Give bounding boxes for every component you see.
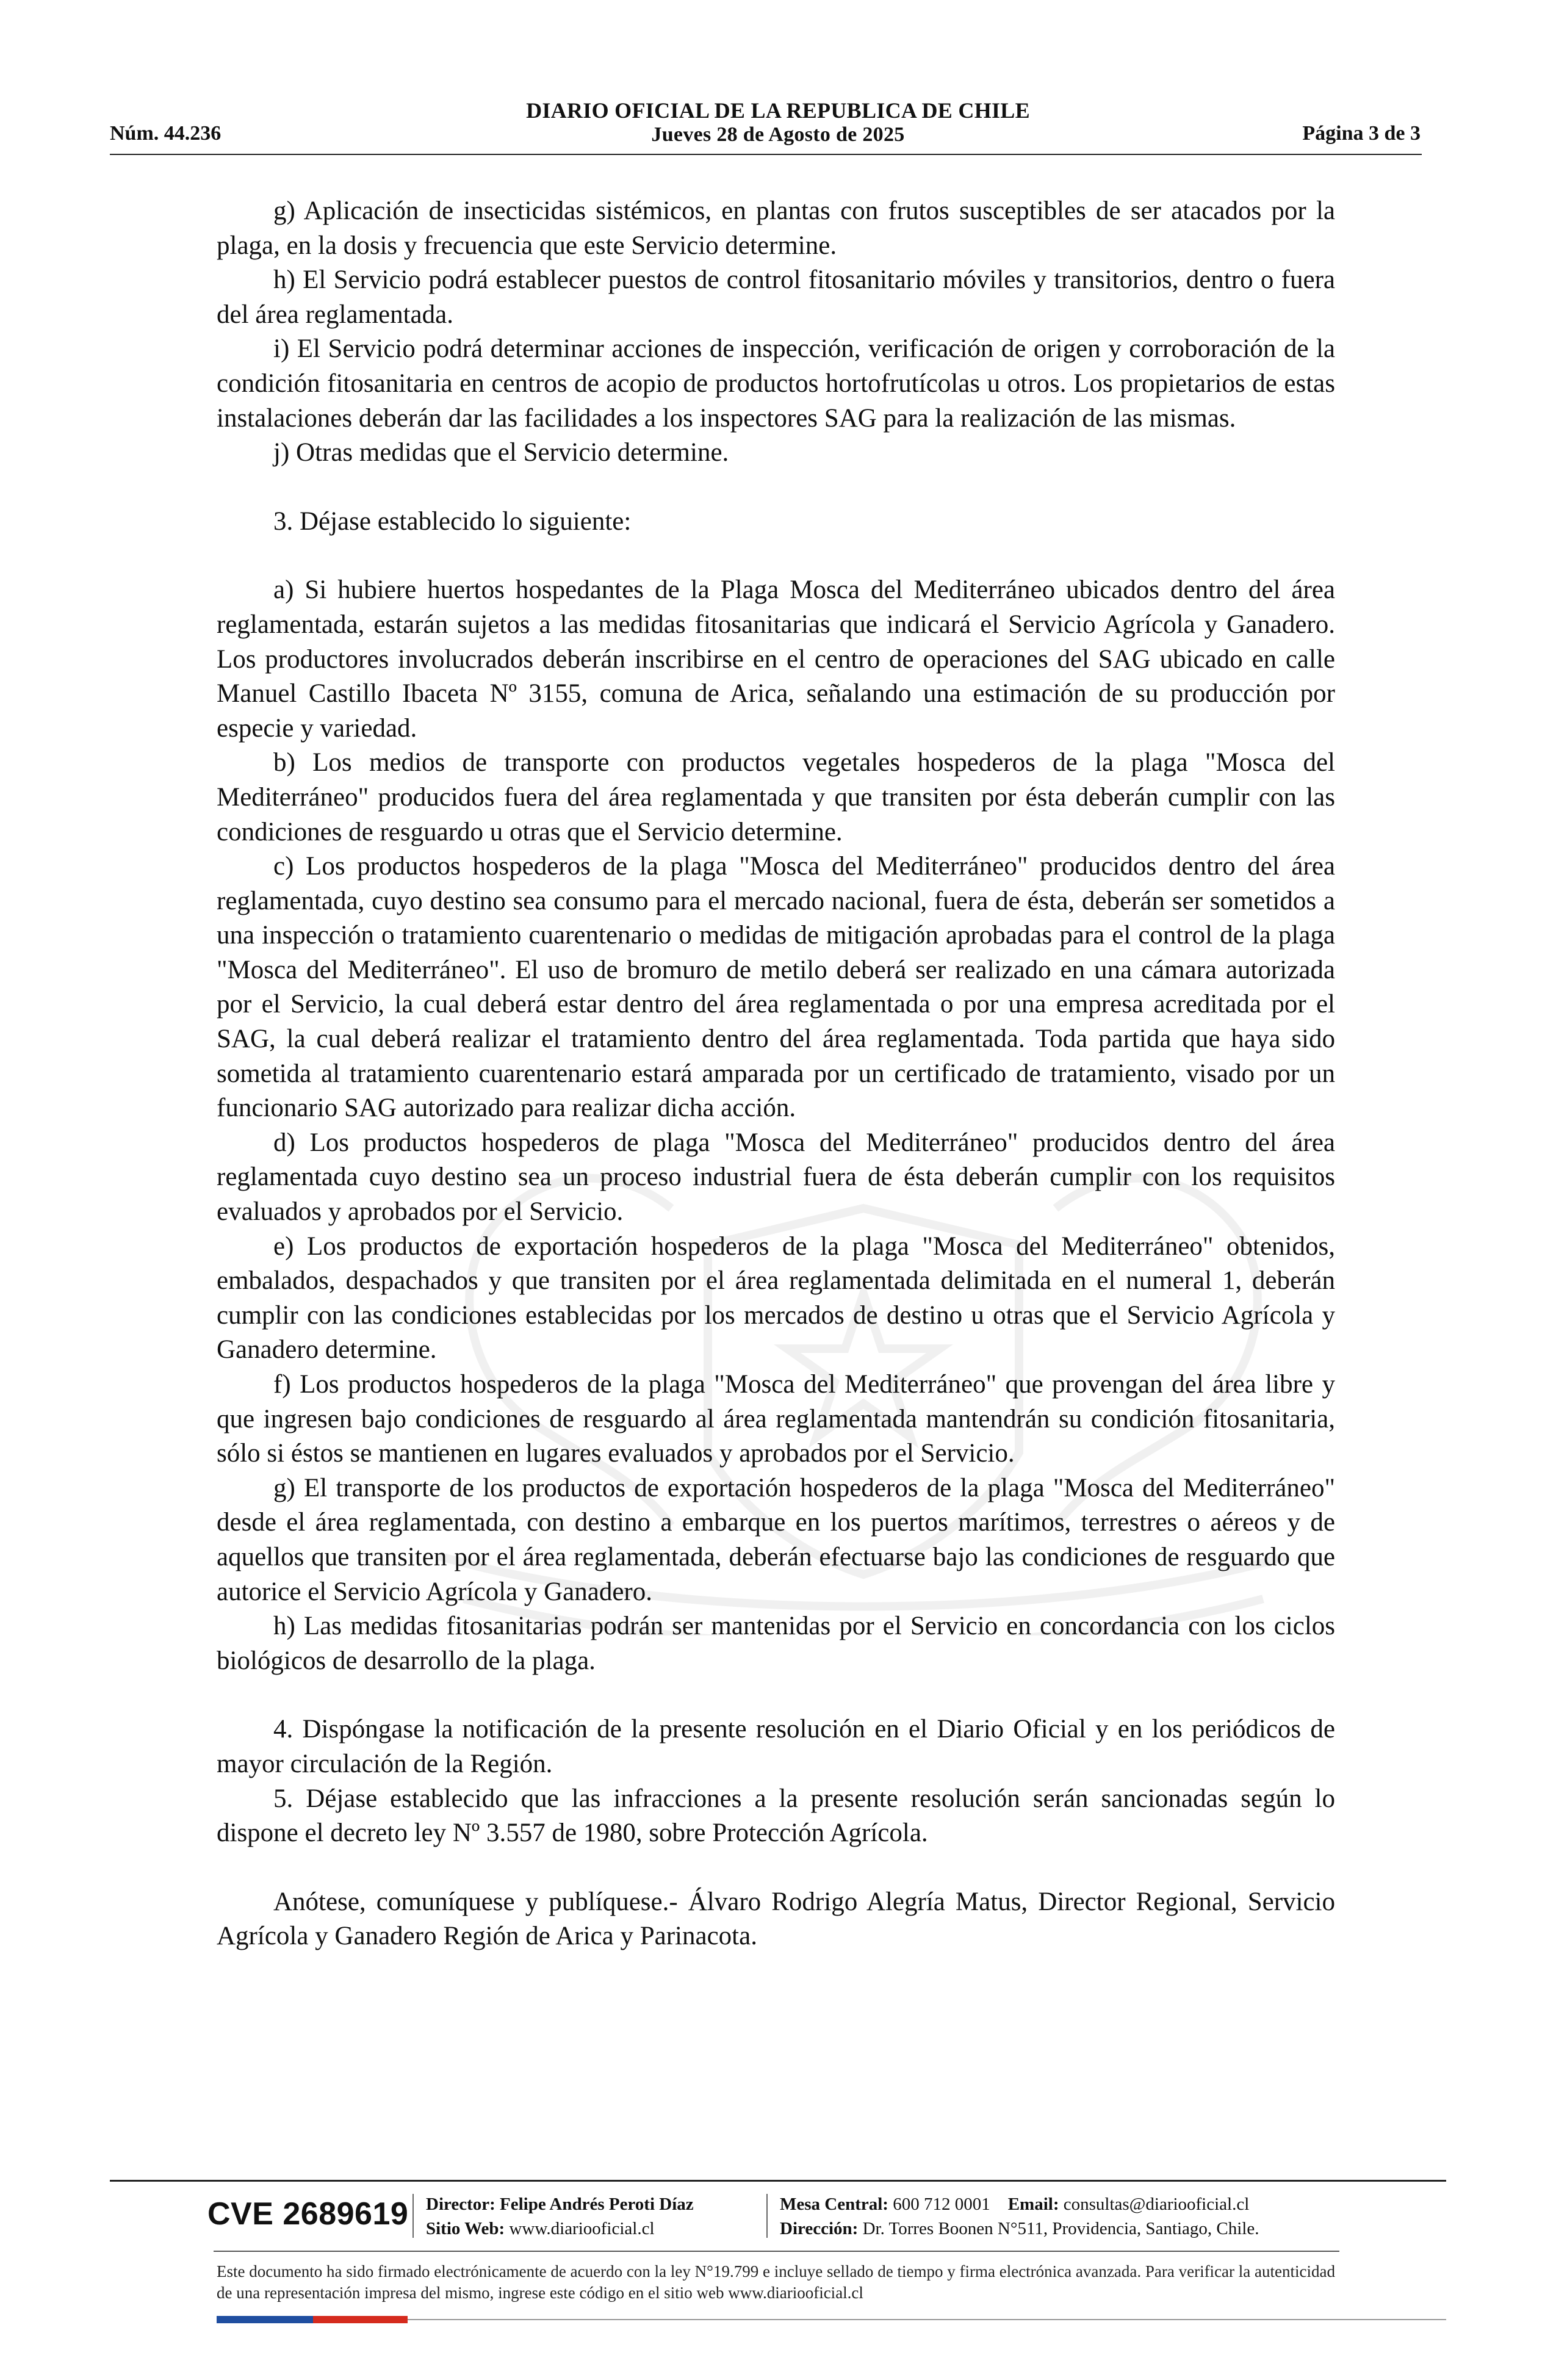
- page-number: Página 3 de 3: [1302, 122, 1421, 145]
- newspaper-title: DIARIO OFICIAL DE LA REPUBLICA DE CHILE: [526, 98, 1030, 123]
- paragraph: j) Otras medidas que el Servicio determine.: [273, 438, 729, 467]
- address-label: Dirección:: [780, 2219, 859, 2238]
- footer-contact-block: [780, 2192, 1259, 2241]
- paragraph: g) El transporte de los productos de exportación hospederos de la plaga "Mosca del Mediterráneo" desde el área reglamentada, con destino a embarque en los puertos marítimos, terrestres o aéreos y de aquellos que transiten por el área reglamentada, deberán efectuarse bajo las condiciones de resguardo que autorice el Servicio Agrícola y Ganadero.: [217, 1473, 1335, 1606]
- paragraph-gap: [217, 1678, 1335, 1712]
- paragraph-gap: [217, 539, 1335, 573]
- site-label: Sitio Web:: [426, 2219, 505, 2238]
- footer-inner-divider: [214, 2251, 1339, 2252]
- mesa-label: Mesa Central:: [780, 2194, 888, 2214]
- email-link[interactable]: consultas@diariooficial.cl: [1063, 2194, 1250, 2214]
- director-label: Director:: [426, 2194, 495, 2214]
- director-name: Felipe Andrés Peroti Díaz: [500, 2194, 694, 2214]
- flag-stripe-blue: [217, 2316, 313, 2323]
- paragraph: h) El Servicio podrá establecer puestos de control fitosanitario móviles y transitorios, dentro o fuera del área reglamentada.: [217, 265, 1335, 329]
- paragraph-gap: [217, 1851, 1335, 1885]
- paragraph: f) Los productos hospederos de la plaga "Mosca del Mediterráneo" que provengan del área libre y que ingresen bajo condiciones de resguardo al área reglamentada mantendrán su condición fitosanitaria, sólo si éstos se mantienen en lugares evaluados y aprobados por el Servicio.: [217, 1370, 1335, 1468]
- paragraph: b) Los medios de transporte con productos vegetales hospederos de la plaga "Mosca del Mediterráneo" producidos fuera del área reglamentada y que transiten por ésta deberán cumplir con las condiciones de resguardo u otras que el Servicio determine.: [217, 748, 1335, 846]
- paragraph: 4. Dispóngase la notificación de la presente resolución en el Diario Oficial y en los periódicos de mayor circulación de la Región.: [217, 1715, 1335, 1778]
- address-value: Dr. Torres Boonen N°511, Providencia, Santiago, Chile.: [862, 2219, 1259, 2238]
- footer-bottom-line: [408, 2319, 1446, 2320]
- footer-divider: [110, 2180, 1446, 2182]
- section-heading: 3. Déjase establecido lo siguiente:: [273, 507, 632, 536]
- paragraph-gap: [217, 471, 1335, 505]
- paragraph: g) Aplicación de insecticidas sistémicos, en plantas con frutos susceptibles de ser atacados por la plaga, en la dosis y frecuencia que este Servicio determine.: [217, 197, 1335, 260]
- signature-paragraph: Anótese, comuníquese y publíquese.- Álvaro Rodrigo Alegría Matus, Director Regional, Servicio Agrícola y Ganadero Región de Arica y Parinacota.: [217, 1887, 1335, 1951]
- footer-separator: [412, 2194, 414, 2238]
- paragraph: 5. Déjase establecido que las infracciones a la presente resolución serán sancionadas según lo dispone el decreto ley Nº 3.557 de 1980, sobre Protección Agrícola.: [217, 1784, 1335, 1848]
- issue-date: Jueves 28 de Agosto de 2025: [651, 123, 905, 146]
- paragraph: c) Los productos hospederos de la plaga "Mosca del Mediterráneo" producidos dentro del área reglamentada, cuyo destino sea consumo para el mercado nacional, fuera de ésta, deberán ser sometidos a una inspección o tratamiento cuarentenario o medidas de mitigación aprobadas para el control de la plaga "Mosca del Mediterráneo". El uso de bromuro de metilo deberá ser realizado en una cámara autorizada por el Servicio, la cual deberá estar dentro del área reglamentada o por una empresa acreditada por el SAG, la cual deberá realizar el tratamiento dentro del área reglamentada. Toda partida que haya sido sometida al tratamiento cuarentenario estará amparada por un certificado de tratamiento, visado por un funcionario SAG autorizado para realizar dicha acción.: [217, 852, 1335, 1123]
- flag-stripe-red: [313, 2316, 408, 2323]
- site-link[interactable]: www.diariooficial.cl: [509, 2219, 655, 2238]
- footer-separator: [766, 2194, 768, 2238]
- paragraph: d) Los productos hospederos de plaga "Mosca del Mediterráneo" producidos dentro del área reglamentada cuyo destino sea un proceso industrial fuera de ésta deberán cumplir con los requisitos evaluados y aprobados por el Servicio.: [217, 1128, 1335, 1227]
- document-body: [217, 194, 1335, 1954]
- mesa-phone: 600 712 0001: [893, 2194, 990, 2214]
- paragraph: e) Los productos de exportación hospederos de la plaga "Mosca del Mediterráneo" obtenidos, embalados, despachados y que transiten por el área reglamentada delimitada en el numeral 1, deberán cumplir con las condiciones establecidas por los mercados de destino u otras que el Servicio Agrícola y Ganadero determine.: [217, 1231, 1335, 1365]
- paragraph: i) El Servicio podrá determinar acciones de inspección, verificación de origen y corroboración de la condición fitosanitaria en centros de acopio de productos hortofrutícolas u otros. Los propietarios de estas instalaciones deberán dar las facilidades a los inspectores SAG para la realización de las mismas.: [217, 334, 1335, 433]
- issue-number: Núm. 44.236: [110, 122, 222, 145]
- cve-code: CVE 2689619: [207, 2196, 409, 2232]
- header-divider: [110, 154, 1422, 155]
- footer-director-block: [426, 2192, 694, 2241]
- paragraph: h) Las medidas fitosanitarias podrán ser mantenidas por el Servicio en concordancia con los ciclos biológicos de desarrollo de la plaga.: [217, 1612, 1335, 1675]
- paragraph: a) Si hubiere huertos hospedantes de la Plaga Mosca del Mediterráneo ubicados dentro del área reglamentada, estarán sujetos a las medidas fitosanitarias que indicará el Servicio Agrícola y Ganadero. Los productores involucrados deberán inscribirse en el centro de operaciones del SAG ubicado en calle Manuel Castillo Ibaceta Nº 3155, comuna de Arica, señalando una estimación de su producción por especie y variedad.: [217, 575, 1335, 743]
- legal-notice: Este documento ha sido firmado electrónicamente de acuerdo con la ley N°19.799 e incluye sellado de tiempo y firma electrónica avanzada. Para verificar la autenticidad de una representación impresa del mismo, ingrese este código en el sitio web www.diariooficial.cl: [217, 2262, 1335, 2302]
- email-label: Email:: [1007, 2194, 1059, 2214]
